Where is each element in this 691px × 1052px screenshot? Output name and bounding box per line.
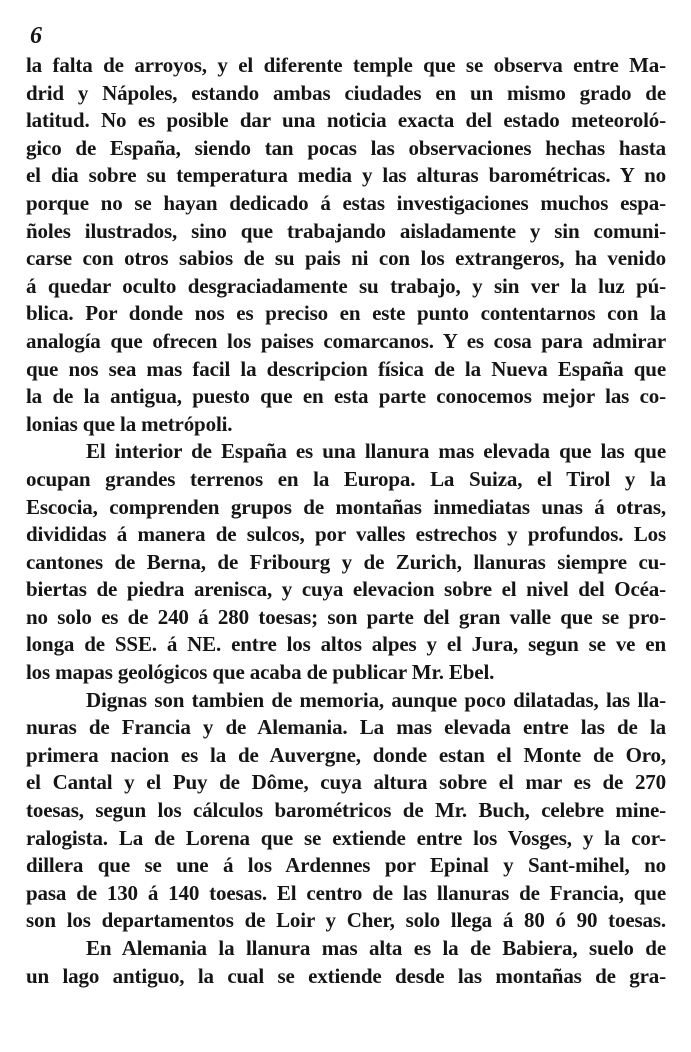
paragraph	[26, 687, 666, 935]
text-line: Escocia, comprenden grupos de montañas inmediatas unas á otras,	[26, 494, 666, 519]
text-line: la falta de arroyos, y el diferente temple que se observa entre Ma-	[26, 53, 666, 77]
text-line: toesas, segun los cálculos barométricos de Mr. Buch, celebre mine-	[26, 798, 666, 823]
text-line: los mapas geológicos que acaba de publicar Mr. Ebel.	[26, 660, 495, 685]
text-line: analogía que ofrecen los paises comarcanos. Y es cosa para admirar	[26, 328, 666, 353]
paragraph	[26, 935, 666, 990]
text-line: En Alemania la llanura mas alta es la de Babiera, suelo de	[86, 936, 666, 960]
text-line: primera nacion es la de Auvergne, donde estan el Monte de Oro,	[26, 742, 666, 767]
text-line: ralogista. La de Lorena que se extiende entre los Vosges, y la cor-	[26, 825, 666, 850]
body-text	[26, 52, 666, 990]
text-line: no solo es de 240 á 280 toesas; son parte del gran valle que se pro-	[26, 604, 666, 629]
text-line: dillera que se une á los Ardennes por Epinal y Sant-mihel, no	[26, 853, 666, 878]
text-line: nuras de Francia y de Alemania. La mas elevada entre las de la	[26, 715, 666, 740]
text-line: un lago antiguo, la cual se extiende desde las montañas de gra-	[26, 963, 666, 988]
text-line: la de la antigua, puesto que en esta parte conocemos mejor las co-	[26, 384, 666, 409]
text-line: el Cantal y el Puy de Dôme, cuya altura sobre el mar es de 270	[26, 770, 666, 795]
text-line: drid y Nápoles, estando ambas ciudades en un mismo grado de	[26, 80, 666, 105]
paragraph	[26, 438, 666, 686]
text-line: divididas á manera de sulcos, por valles estrechos y profundos. Los	[26, 522, 666, 547]
text-line: longa de SSE. á NE. entre los altos alpes y el Jura, segun se ve en	[26, 632, 666, 657]
text-line: latitud. No es posible dar una noticia exacta del estado meteoroló-	[26, 108, 666, 133]
text-line: cantones de Berna, de Fribourg y de Zurich, llanuras siempre cu-	[26, 549, 666, 574]
text-line: gico de España, siendo tan pocas las observaciones hechas hasta	[26, 135, 666, 160]
text-line: que nos sea mas facil la descripcion física de la Nueva España que	[26, 356, 666, 381]
text-line: ñoles ilustrados, sino que trabajando aisladamente y sin comuni-	[26, 218, 666, 243]
text-line: el dia sobre su temperatura media y las alturas barométricas. Y no	[26, 163, 666, 188]
paragraph	[26, 52, 666, 438]
text-line: biertas de piedra arenisca, y cuya elevacion sobre el nivel del Océa-	[26, 577, 666, 602]
text-line: Dignas son tambien de memoria, aunque poco dilatadas, las lla-	[86, 687, 666, 712]
text-line: ocupan grandes terrenos en la Europa. La Suiza, el Tirol y la	[26, 466, 666, 491]
text-line: lonias que la metrópoli.	[26, 411, 233, 436]
page-number: 6	[30, 23, 42, 49]
text-line: porque no se hayan dedicado á estas investigaciones muchos espa-	[26, 190, 666, 215]
text-line: blica. Por donde nos es preciso en este punto contentarnos con la	[26, 301, 666, 326]
text-line: pasa de 130 á 140 toesas. El centro de las llanuras de Francia, que	[26, 880, 666, 905]
text-line: carse con otros sabios de su pais ni con los extrangeros, ha venido	[26, 246, 666, 271]
text-line: á quedar oculto desgraciadamente su trabajo, y sin ver la luz pú-	[26, 273, 666, 298]
text-line: son los departamentos de Loir y Cher, solo llega á 80 ó 90 toesas.	[26, 908, 666, 933]
text-line: El interior de España es una llanura mas elevada que las que	[86, 439, 666, 464]
